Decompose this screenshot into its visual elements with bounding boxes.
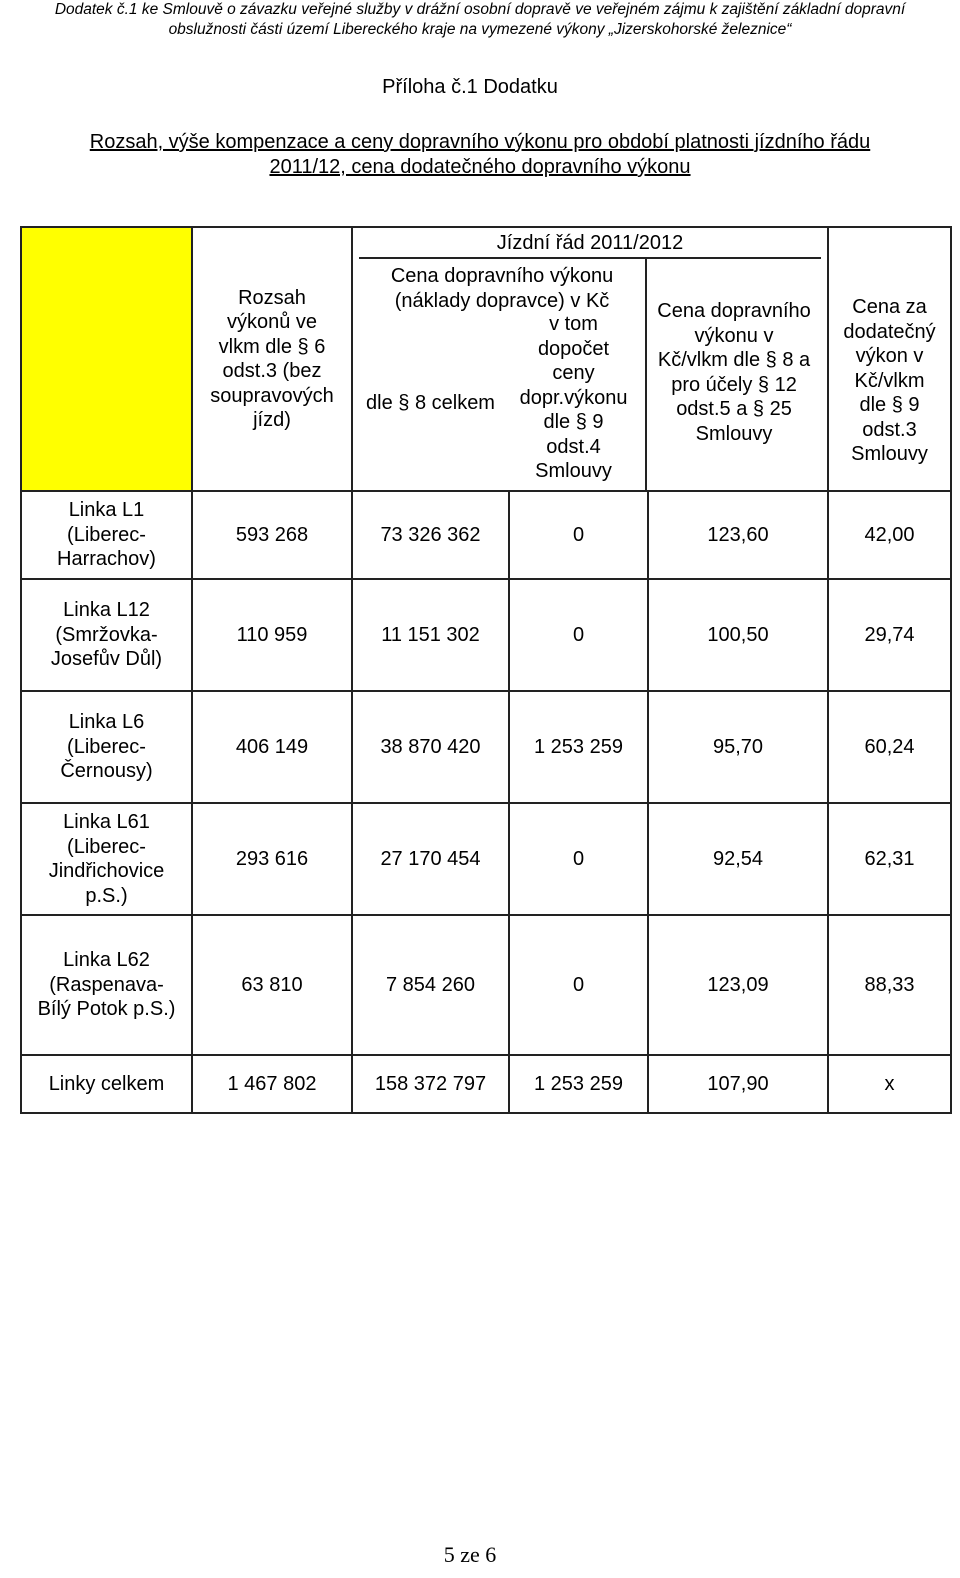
- total-celkem: 158 372 797: [352, 1055, 509, 1113]
- vtom-l1: v tom: [549, 313, 598, 335]
- table-row: [21, 803, 951, 915]
- compensation-table: [20, 226, 952, 1114]
- vtom-l7: Smlouvy: [535, 460, 612, 482]
- document-header: [0, 0, 960, 40]
- cell-celkem: 73 326 362: [352, 491, 509, 579]
- line-name-l1: Linka L1: [68, 499, 145, 522]
- table-row: [21, 491, 951, 579]
- header-cena-line-2: (náklady dopravce) v Kč: [394, 290, 610, 312]
- cell-rozsah: 110 959: [192, 579, 352, 691]
- cell-celkem: 27 170 454: [352, 803, 509, 915]
- title-line-2: 2011/12, cena dodatečného dopravního výkonu: [269, 156, 691, 178]
- header-line-2: obslužnosti části území Libereckého kraje na vymezené výkony „Jizerskohorské železnice“: [168, 21, 792, 38]
- line-name-l3: Josefův Důl): [50, 648, 163, 671]
- cell-dopocet: 0: [509, 915, 648, 1055]
- line-name-l2: (Raspenava-: [49, 973, 164, 996]
- row-line-name: [21, 915, 192, 1055]
- cena-dod-l4: Kč/vlkm: [854, 369, 925, 392]
- cell-rozsah: 593 268: [192, 491, 352, 579]
- header-rozsah-l3: vlkm dle § 6: [218, 335, 326, 358]
- cell-dodatecny: 62,31: [828, 803, 951, 915]
- cell-dopocet: 0: [509, 579, 648, 691]
- total-dodatecny: x: [828, 1055, 951, 1113]
- row-line-name: [21, 691, 192, 803]
- vtom-l2: dopočet: [537, 337, 610, 360]
- cell-cena: 100,50: [648, 579, 828, 691]
- header-jizdni-rad: Jízdní řád 2011/2012: [359, 228, 821, 259]
- header-rozsah-l1: Rozsah: [238, 286, 306, 309]
- line-name-l3: Jindřichovice: [48, 860, 165, 882]
- header-jizdni-rad-group: [352, 227, 828, 491]
- cena-dod-l6: odst.3: [862, 418, 917, 441]
- row-line-name: [21, 491, 192, 579]
- cena-dod-l5: dle § 9: [859, 394, 920, 417]
- line-name-l1: Linka L62: [63, 949, 150, 972]
- yellow-corner-cell: [21, 227, 192, 491]
- vtom-l3: ceny: [552, 362, 595, 384]
- cena-vlkm-l6: Smlouvy: [695, 422, 773, 445]
- header-line-1: Dodatek č.1 ke Smlouvě o závazku veřejné služby v drážní osobní dopravě ve veřejném zájmu k zajištění základní dopravní: [54, 1, 906, 18]
- header-cena-block: [359, 259, 647, 490]
- header-rozsah-l2: výkonů ve: [226, 311, 318, 333]
- cell-dodatecny: 42,00: [828, 491, 951, 579]
- document-title: [20, 130, 940, 180]
- header-cena-line-1: Cena dopravního výkonu: [390, 265, 614, 287]
- cell-celkem: 7 854 260: [352, 915, 509, 1055]
- cena-vlkm-l4: pro účely § 12: [671, 373, 797, 396]
- header-rozsah-l4: odst.3 (bez: [222, 360, 322, 382]
- line-name-l4: p.S.): [85, 884, 128, 907]
- total-rozsah: 1 467 802: [192, 1055, 352, 1113]
- title-line-1: Rozsah, výše kompenzace a ceny dopravního výkonu pro období platnosti jízdního řádu: [89, 131, 871, 153]
- table-header-row: [21, 227, 951, 491]
- header-rozsah-l6: jízd): [253, 409, 291, 431]
- line-name-l3: Černousy): [60, 760, 153, 783]
- cena-vlkm-l2: výkonu v: [694, 324, 774, 347]
- cell-dodatecny: 88,33: [828, 915, 951, 1055]
- cena-vlkm-l3: Kč/vlkm dle § 8 a: [657, 349, 811, 371]
- cell-cena: 92,54: [648, 803, 828, 915]
- cell-celkem: 38 870 420: [352, 691, 509, 803]
- cell-rozsah: 406 149: [192, 691, 352, 803]
- cell-dopocet: 1 253 259: [509, 691, 648, 803]
- cena-dod-l2: dodatečný: [843, 320, 936, 343]
- line-name-l2: (Smržovka-: [55, 623, 158, 646]
- header-rozsah: [192, 227, 352, 491]
- vtom-l6: odst.4: [546, 435, 601, 458]
- row-line-name: [21, 579, 192, 691]
- cell-cena: 123,09: [648, 915, 828, 1055]
- line-name-l2: (Liberec-: [67, 835, 146, 858]
- cell-rozsah: 63 810: [192, 915, 352, 1055]
- cena-dod-l1: Cena za: [852, 296, 927, 319]
- line-name-l2: (Liberec-: [67, 735, 146, 758]
- row-line-name: [21, 803, 192, 915]
- cena-dod-l3: výkon v: [855, 345, 924, 368]
- cell-dodatecny: 29,74: [828, 579, 951, 691]
- annex-title: Příloha č.1 Dodatku: [382, 76, 558, 98]
- cena-dod-l7: Smlouvy: [851, 443, 928, 466]
- header-cena-dodatecny: [828, 227, 951, 491]
- table-row: [21, 915, 951, 1055]
- page-number: 5 ze 6: [443, 1542, 497, 1567]
- total-cena: 107,90: [648, 1055, 828, 1113]
- cell-dopocet: 0: [509, 803, 648, 915]
- header-cena-vlkm: [647, 259, 821, 490]
- cell-rozsah: 293 616: [192, 803, 352, 915]
- line-name-l1: Linka L6: [68, 711, 145, 734]
- vtom-l5: dle § 9: [543, 411, 604, 433]
- cell-celkem: 11 151 302: [352, 579, 509, 691]
- line-name-l1: Linka L12: [63, 599, 150, 622]
- total-label: Linky celkem: [21, 1055, 192, 1113]
- header-dle8: dle § 8 celkem: [366, 391, 495, 414]
- line-name-l2: (Liberec-: [67, 523, 146, 546]
- cell-dopocet: 0: [509, 491, 648, 579]
- cena-vlkm-l5: odst.5 a § 25: [676, 398, 792, 420]
- header-vtom: [502, 312, 645, 491]
- table-row: [21, 691, 951, 803]
- vtom-l4: dopr.výkonu: [519, 386, 628, 409]
- line-name-l3: Harrachov): [57, 548, 156, 571]
- table-total-row: [21, 1055, 951, 1113]
- line-name-l3: Bílý Potok p.S.): [37, 998, 176, 1021]
- table-row: [21, 579, 951, 691]
- line-name-l1: Linka L61: [63, 811, 150, 833]
- header-rozsah-l5: soupravových: [210, 384, 334, 407]
- cell-cena: 95,70: [648, 691, 828, 803]
- cell-cena: 123,60: [648, 491, 828, 579]
- cena-vlkm-l1: Cena dopravního: [657, 300, 811, 322]
- cell-dodatecny: 60,24: [828, 691, 951, 803]
- total-dopocet: 1 253 259: [509, 1055, 648, 1113]
